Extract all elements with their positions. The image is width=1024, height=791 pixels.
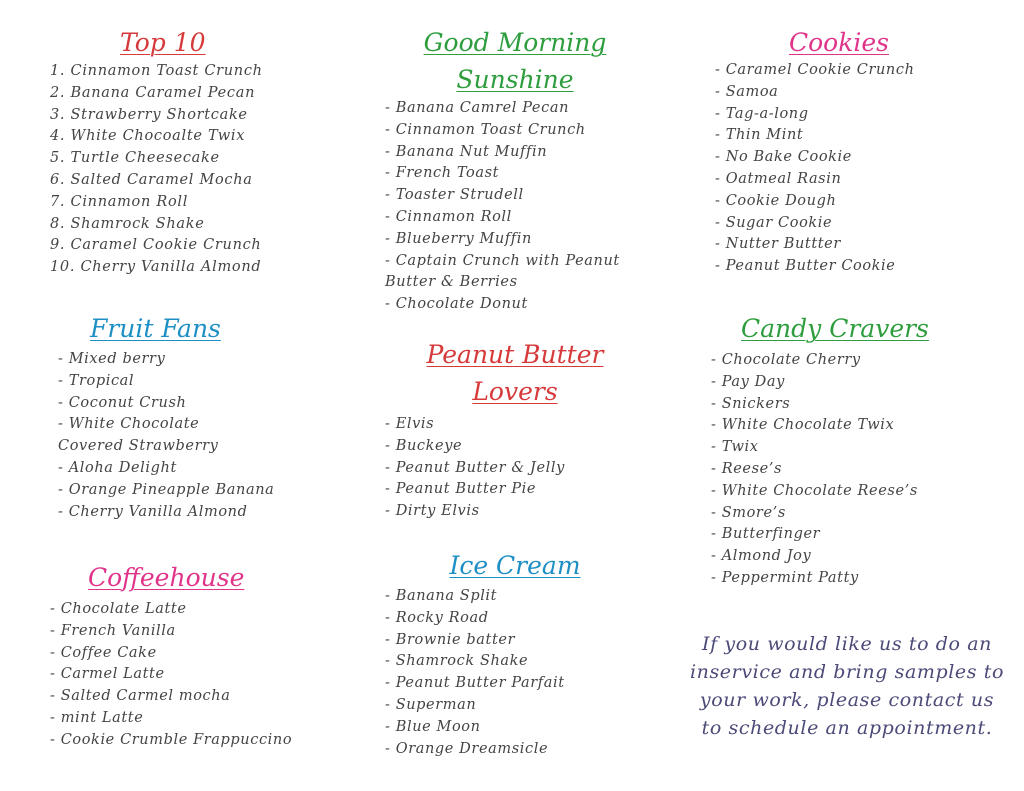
list-item: - Twix (711, 439, 759, 456)
good-morning-list (385, 98, 645, 316)
coffeehouse-list (50, 599, 350, 752)
list-item: - Nutter Buttter (715, 236, 841, 253)
ice-cream-heading: Ice Cream (449, 551, 581, 580)
list-item: 2. Banana Caramel Pecan (50, 84, 256, 101)
list-item: - Peanut Butter Cookie (715, 258, 896, 275)
list-item: - Banana Camrel Pecan (385, 100, 570, 116)
list-item: - Smore’s (711, 504, 786, 521)
list-item: - Butterfinger (711, 526, 821, 543)
list-item: - Cookie Dough (715, 192, 837, 209)
list-item: - Almond Joy (711, 548, 812, 565)
list-item: 8. Shamrock Shake (50, 215, 205, 232)
list-item: - Samoa (715, 83, 779, 100)
list-item: - Peanut Butter & Jelly (385, 459, 565, 476)
list-item: 10. Cherry Vanilla Almond (50, 259, 262, 276)
fruit-fans-heading: Fruit Fans (90, 314, 221, 343)
list-item: - Rocky Road (385, 609, 489, 626)
list-item: - White Chocolate Reese’s (711, 482, 918, 499)
fruit-fans-section (58, 310, 358, 523)
peanut-butter-list (385, 414, 645, 523)
candy-cravers-list (711, 350, 1011, 590)
list-item: - Pay Day (711, 373, 785, 390)
list-item: - French Vanilla (50, 622, 176, 639)
list-item: 4. White Chocoalte Twix (50, 128, 246, 145)
list-item: - Cinnamon Roll (385, 208, 512, 225)
list-item: - Coconut Crush (58, 394, 187, 411)
list-item: 9. Caramel Cookie Crunch (50, 237, 262, 254)
list-item: 6. Salted Caramel Mocha (50, 171, 253, 188)
coffeehouse-heading: Coffeehouse (88, 563, 245, 592)
list-item: - Mixed berry (58, 351, 166, 367)
list-item: - Blueberry Muffin (385, 230, 532, 247)
list-item: 3. Strawberry Shortcake (50, 106, 248, 123)
top10-heading: Top 10 (120, 28, 206, 57)
list-item: - Banana Split (385, 588, 498, 604)
list-item: - Cookie Crumble Frappuccino (50, 731, 293, 748)
coffeehouse-section (50, 559, 350, 752)
list-item: - No Bake Cookie (715, 149, 852, 166)
list-item: - Salted Carmel mocha (50, 688, 231, 705)
list-item: - Blue Moon (385, 718, 481, 735)
list-item: - Reese’s (711, 460, 783, 477)
list-item: - mint Latte (50, 709, 144, 726)
list-item: - Snickers (711, 395, 791, 412)
list-item: - Captain Crunch with Peanut Butter & Berries (385, 252, 620, 291)
list-item: - Banana Nut Muffin (385, 143, 548, 160)
list-item: - Peanut Butter Parfait (385, 675, 565, 692)
fruit-fans-list (58, 349, 358, 523)
list-item: - Oatmeal Rasin (715, 170, 842, 187)
good-morning-heading (385, 24, 645, 98)
list-item: - Aloha Delight (58, 459, 177, 476)
list-item: - Tag-a-long (715, 105, 809, 122)
list-item: 1. Cinnamon Toast Crunch (50, 63, 263, 79)
list-item: - Carmel Latte (50, 666, 165, 683)
good-morning-heading-line1: Good Morning (423, 28, 607, 57)
list-item: - Peanut Butter Pie (385, 481, 537, 498)
list-item: - Toaster Strudell (385, 187, 524, 204)
good-morning-section (385, 24, 645, 316)
list-item: - White Chocolate Twix (711, 417, 895, 434)
list-item: - Caramel Cookie Crunch (715, 62, 915, 78)
peanut-butter-heading-line1: Peanut Butter (426, 340, 604, 369)
candy-cravers-section (711, 310, 1011, 590)
good-morning-heading-line2: Sunshine (456, 65, 574, 94)
cookies-list (715, 60, 1005, 278)
list-item: - Shamrock Shake (385, 653, 529, 670)
list-item: - Thin Mint (715, 127, 804, 144)
list-item: - Sugar Cookie (715, 214, 833, 231)
list-item: - Cinnamon Toast Crunch (385, 121, 586, 138)
list-item: - Chocolate Latte (50, 601, 187, 617)
list-item: - Brownie batter (385, 631, 516, 648)
list-item: - Orange Pineapple Banana (58, 481, 275, 498)
top10-section (50, 24, 350, 279)
list-item: - Superman (385, 696, 477, 713)
list-item: - Tropical (58, 372, 135, 389)
ice-cream-list (385, 586, 645, 760)
cookies-heading: Cookies (789, 28, 889, 57)
peanut-butter-section (385, 336, 645, 523)
list-item: - Elvis (385, 416, 435, 432)
ice-cream-section (385, 547, 645, 760)
list-item: - Chocolate Donut (385, 296, 528, 313)
list-item: - White Chocolate Covered Strawberry (58, 416, 219, 455)
list-item: - Buckeye (385, 437, 463, 454)
top10-list (50, 61, 350, 279)
list-item: - Chocolate Cherry (711, 352, 861, 368)
candy-cravers-heading: Candy Cravers (741, 314, 929, 343)
list-item: - Orange Dreamsicle (385, 740, 549, 757)
list-item: - Coffee Cake (50, 644, 157, 661)
list-item: - Dirty Elvis (385, 503, 480, 520)
list-item: 7. Cinnamon Roll (50, 193, 189, 210)
list-item: - Peppermint Patty (711, 569, 859, 586)
peanut-butter-heading-line2: Lovers (472, 377, 558, 406)
peanut-butter-heading (385, 336, 645, 410)
list-item: - Cherry Vanilla Almond (58, 503, 248, 520)
contact-note: If you would like us to do an inservice and bring samples to your work, please contact us to schedule an appointment. (689, 633, 1005, 739)
list-item: 5. Turtle Cheesecake (50, 150, 220, 167)
list-item: - French Toast (385, 165, 500, 182)
cookies-section (715, 24, 1005, 278)
